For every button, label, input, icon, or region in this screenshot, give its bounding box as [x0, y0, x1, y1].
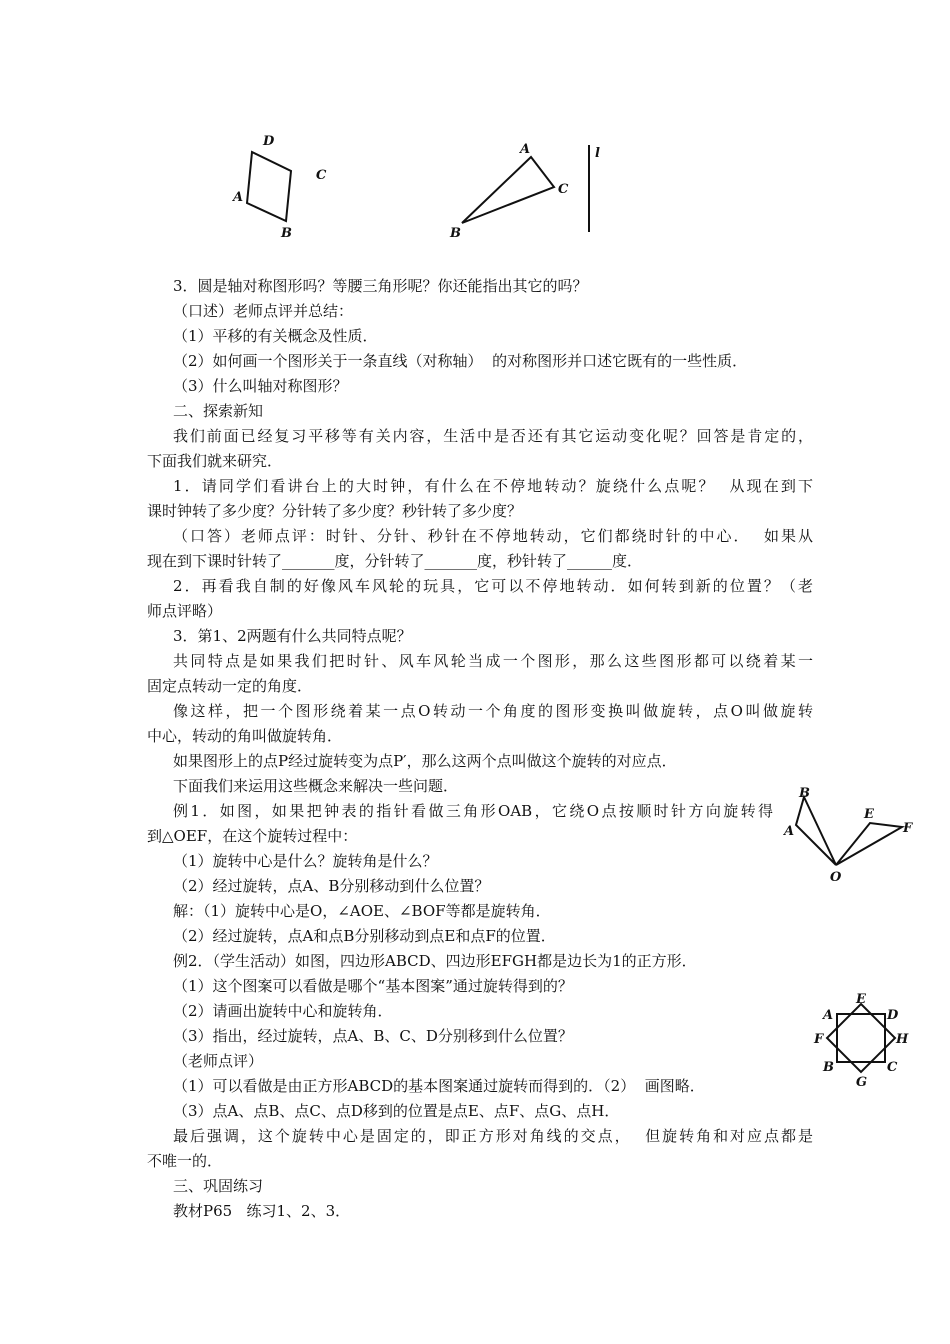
text-line: 解：（1）旋转中心是O，∠AOE、∠BOF等都是旋转角． — [173, 902, 551, 920]
text-line: （老师点评） — [173, 1052, 264, 1070]
text-line: （1）可以看做是由正方形ABCD的基本图案通过旋转而得到的．（2） 画图略． — [173, 1077, 705, 1095]
label-E: E — [864, 807, 874, 822]
label-A: A — [823, 1008, 834, 1023]
label-F: F — [814, 1032, 824, 1047]
section-heading: 三、巩固练习 — [173, 1177, 264, 1195]
text-line: （2）如何画一个图形关于一条直线（对称轴） 的对称图形并口述它既有的一些性质． — [173, 352, 748, 370]
text-line: 如果图形上的点P经过旋转变为点P′，那么这两个点叫做这个旋转的对应点． — [173, 752, 677, 770]
label-B: B — [799, 786, 810, 801]
label-C: C — [887, 1060, 898, 1075]
text-line: 师点评略） — [147, 602, 223, 620]
text-line: （2）请画出旋转中心和旋转角． — [173, 1002, 393, 1020]
label-A: A — [784, 824, 795, 839]
text-line: 固定点转动一定的角度． — [147, 677, 313, 695]
text-line: 像这样，把一个图形绕着某一点O转动一个角度的图形变换叫做旋转，点O叫做旋转 — [173, 702, 813, 720]
label-D: D — [887, 1008, 899, 1023]
triangle-figure — [445, 135, 615, 245]
label-G: G — [856, 1075, 868, 1090]
label-C: C — [316, 168, 327, 183]
label-D: D — [263, 134, 275, 149]
label-A: A — [520, 142, 531, 157]
text-line: （口述）老师点评并总结： — [173, 302, 354, 320]
text-line: （3）什么叫轴对称图形？ — [173, 377, 348, 395]
text-line: （口答）老师点评：时针、分针、秒针在不停地转动，它们都绕时针的中心． 如果从 — [173, 527, 813, 545]
label-B: B — [281, 226, 292, 241]
section-heading: 二、探索新知 — [173, 402, 264, 420]
text-line: 3．第1、2两题有什么共同特点呢？ — [173, 627, 412, 645]
text-line: 我们前面已经复习平移等有关内容，生活中是否还有其它运动变化呢？回答是肯定的， — [173, 427, 813, 445]
text-line: 现在到下课时针转了_______度，分针转了_______度，秒针转了______度． — [147, 552, 643, 570]
text-line: 2．再看我自制的好像风车风轮的玩具，它可以不停地转动．如何转到新的位置？（老 — [173, 577, 813, 595]
text-line: （3）指出，经过旋转，点A、B、C、D分别移到什么位置？ — [173, 1027, 573, 1045]
text-line: 下面我们来运用这些概念来解决一些问题． — [173, 777, 459, 795]
triangle-OAB — [796, 797, 836, 865]
square-shape — [247, 152, 291, 221]
text-line: 课时钟转了多少度？分针转了多少度？秒针转了多少度？ — [147, 502, 523, 520]
text-line: 3．圆是轴对称图形吗？等腰三角形呢？你还能指出其它的吗？ — [173, 277, 588, 295]
label-C: C — [558, 182, 569, 197]
clock-hands-figure — [782, 785, 922, 885]
text-line: （2）经过旋转，点A和点B分别移动到点E和点F的位置． — [173, 927, 556, 945]
label-B: B — [450, 226, 461, 241]
octagon-squares-figure — [812, 990, 912, 1090]
label-A: A — [233, 190, 244, 205]
text-line: （1）旋转中心是什么？旋转角是什么？ — [173, 852, 438, 870]
label-F: F — [903, 821, 913, 836]
text-line: 教材P65 练习1、2、3． — [173, 1202, 351, 1220]
label-l: l — [595, 146, 600, 161]
text-line: 共同特点是如果我们把时针、风车风轮当成一个图形，那么这些图形都可以绕着某一 — [173, 652, 813, 670]
label-O: O — [830, 870, 842, 885]
text-line: （1）平移的有关概念及性质． — [173, 327, 378, 345]
text-line: 例2．（学生活动）如图，四边形ABCD、四边形EFGH都是边长为1的正方形． — [173, 952, 697, 970]
label-H: H — [896, 1032, 909, 1047]
text-line: 下面我们就来研究． — [147, 452, 283, 470]
text-line: （2）经过旋转，点A、B分别移动到什么位置？ — [173, 877, 490, 895]
text-line: 到△OEF，在这个旋转过程中： — [147, 827, 358, 845]
triangle-OEF — [836, 823, 902, 865]
square-figure — [225, 128, 345, 243]
label-E: E — [856, 992, 866, 1007]
text-line: 例1．如图，如果把钟表的指针看做三角形OAB，它绕O点按顺时针方向旋转得 — [173, 802, 773, 820]
label-B: B — [823, 1060, 834, 1075]
text-line: 中心，转动的角叫做旋转角． — [147, 727, 343, 745]
text-line: 最后强调，这个旋转中心是固定的，即正方形对角线的交点， 但旋转角和对应点都是 — [173, 1127, 813, 1145]
text-line: 不唯一的． — [147, 1152, 223, 1170]
text-line: （1）这个图案可以看做是哪个“基本图案”通过旋转得到的？ — [173, 977, 573, 995]
triangle-shape — [462, 157, 554, 223]
text-line: 1．请同学们看讲台上的大时钟，有什么在不停地转动？旋绕什么点呢？ 从现在到下 — [173, 477, 813, 495]
text-line: （3）点A、点B、点C、点D移到的位置是点E、点F、点G、点H． — [173, 1102, 620, 1120]
